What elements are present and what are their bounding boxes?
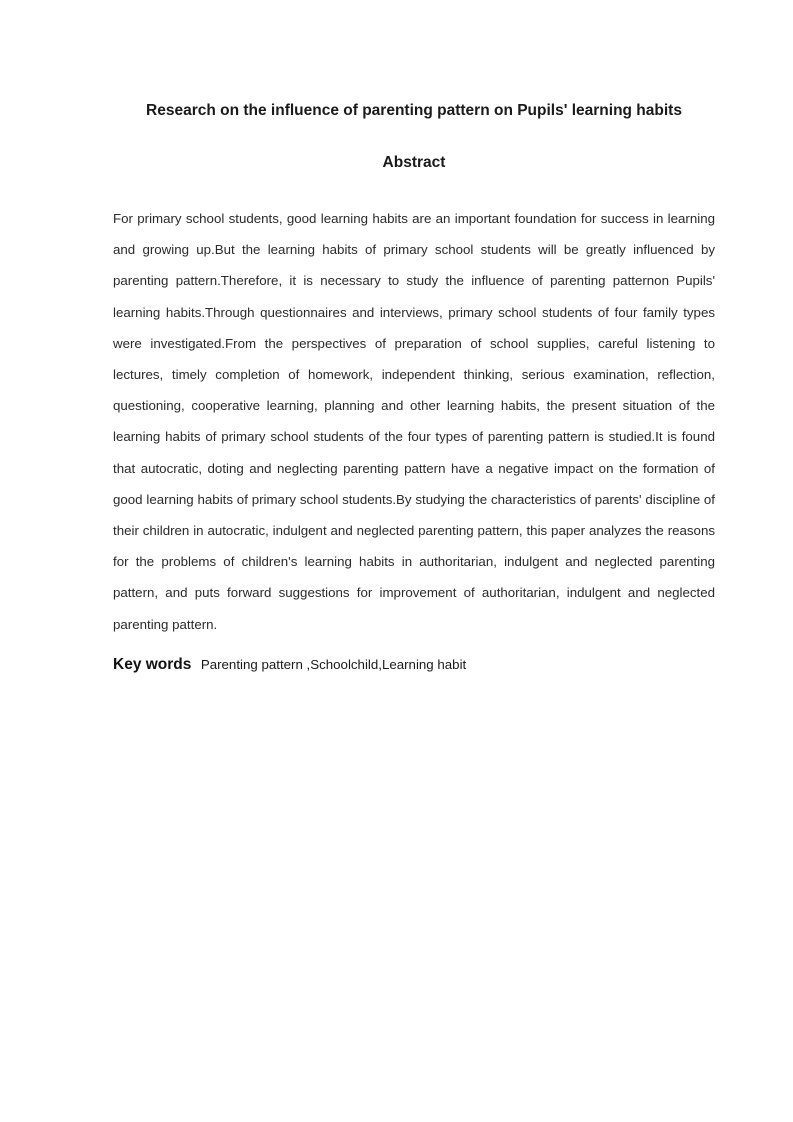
paper-title: Research on the influence of parenting pattern on Pupils' learning habits (146, 102, 682, 119)
abstract-body: For primary school students, good learning habits are an important foundation for success in learning and growing up.But the learning habits of primary school students will be greatly influenced by parenting pattern.Therefore, it is necessary to study the influence of parenting patternon Pupils' learning habits.Through questionnaires and interviews, primary school students of four family types were investigated.From the perspectives of preparation of school supplies, careful listening to lectures, timely completion of homework, independent thinking, serious examination, reflection, questioning, cooperative learning, planning and other learning habits, the present situation of the learning habits of primary school students of the four types of parenting pattern is studied.It is found that autocratic, doting and neglecting parenting pattern have a negative impact on the formation of good learning habits of primary school students.By studying the characteristics of parents' discipline of their children in autocratic, indulgent and neglected parenting pattern, this paper analyzes the reasons for the problems of children's learning habits in authoritarian, indulgent and neglected parenting pattern, and puts forward suggestions for improvement of authoritarian, indulgent and neglected parenting pattern. (113, 211, 715, 632)
keywords-line (113, 655, 715, 675)
keywords-label: Key words (113, 656, 192, 673)
abstract-heading: Abstract (382, 154, 446, 171)
keywords-list: Parenting pattern ,Schoolchild,Learning habit (200, 657, 467, 672)
